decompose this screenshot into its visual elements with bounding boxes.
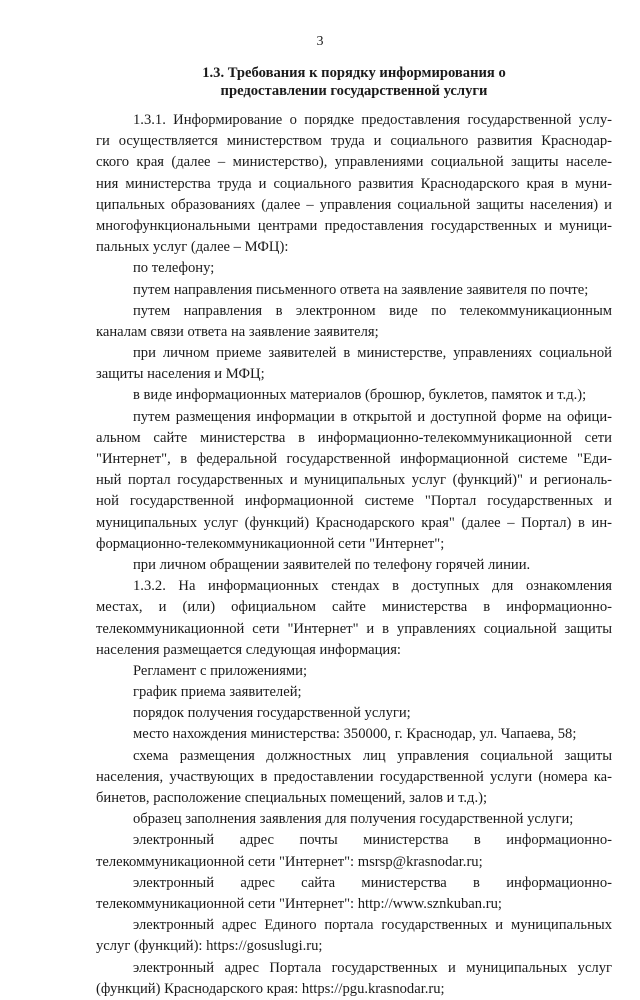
text-line: график приема заявителей; — [133, 684, 302, 701]
text-line: образец заполнения заявления для получения государственной услуги; — [133, 811, 574, 828]
page-number: 3 — [316, 34, 324, 49]
text-line: альном сайте министерства в информационно-телекоммуникационной сети — [96, 429, 612, 446]
text-line: многофункциональными центрами предоставления государственных и муници- — [96, 217, 612, 234]
text-line: путем направления письменного ответа на заявление заявителя по почте; — [133, 281, 589, 298]
text-line: пальных услуг (далее – МФЦ): — [96, 239, 289, 256]
text-line: населения, участвующих в предоставлении государственной услуги (номера ка- — [96, 768, 612, 785]
text-line: формационно-телекоммуникационной сети "Интернет"; — [96, 535, 445, 552]
text-line: защиты населения и МФЦ; — [96, 366, 265, 383]
text-line: ния министерства труда и социального развития Краснодарского края в муни- — [96, 175, 612, 192]
text-line: ный портал государственных и муниципальных услуг (функций)" и региональ- — [96, 472, 612, 489]
text-line: Регламент с приложениями; — [133, 662, 308, 679]
text-line: бинетов, расположение специальных помещений, залов и т.д.); — [96, 790, 488, 806]
text-line: 1.3.2. На информационных стендах в доступных для ознакомления — [133, 578, 612, 595]
text-line: по телефону; — [133, 260, 215, 277]
text-line: (функций) Краснодарского края: https://pgu.krasnodar.ru; — [96, 980, 445, 997]
text-line: "Интернет", в федеральной государственной информационной системе "Еди- — [96, 451, 612, 467]
text-line: электронный адрес сайта министерства в информационно- — [133, 874, 612, 891]
text-line: путем направления в электронном виде по телекоммуникационным — [133, 302, 612, 319]
text-line: услуг (функций): https://gosuslugi.ru; — [96, 938, 323, 955]
text-line: телекоммуникационной сети "Интернет": http://www.sznkuban.ru; — [96, 895, 502, 912]
section-heading — [96, 64, 612, 100]
text-line: телекоммуникационной сети "Интернет": msrsp@krasnodar.ru; — [96, 853, 483, 870]
text-line: населения размещается следующая информация: — [96, 641, 401, 658]
text-line: ной государственной информационной системе "Портал государственных и — [96, 493, 612, 510]
text-line: место нахождения министерства: 350000, г. Краснодар, ул. Чапаева, 58; — [133, 726, 577, 743]
heading-line-1: 1.3. Требования к порядку информирования о — [202, 65, 506, 81]
text-line: каналам связи ответа на заявление заявителя; — [96, 323, 379, 340]
heading-line-2: предоставлении государственной услуги — [220, 83, 488, 99]
text-line: 1.3.1. Информирование о порядке предоставления государственной услу- — [133, 112, 612, 128]
text-line: электронный адрес Портала государственных и муниципальных услуг — [133, 959, 612, 976]
text-line: ги осуществляется министерством труда и социального развития Краснодар- — [96, 133, 612, 150]
text-line: электронный адрес почты министерства в информационно- — [133, 832, 612, 849]
text-line: местах, и (или) официальном сайте министерства в информационно- — [96, 599, 612, 616]
text-line: муниципальных услуг (функций) Краснодарского края" (далее – Портал) в ин- — [96, 514, 612, 531]
text-line: в виде информационных материалов (брошюр, буклетов, памяток и т.д.); — [133, 387, 587, 404]
text-line: электронный адрес Единого портала государственных и муниципальных — [133, 917, 612, 934]
text-line: при личном обращении заявителей по телефону горячей линии. — [133, 556, 531, 573]
text-line: при личном приеме заявителей в министерстве, управлениях социальной — [133, 345, 612, 362]
text-line: телекоммуникационной сети "Интернет" и в управлениях социальной защиты — [96, 620, 612, 637]
document-body — [96, 110, 612, 1000]
text-line: ципальных образованиях (далее – управления социальной защиты населения) и — [96, 196, 612, 213]
text-line: порядок получения государственной услуги; — [133, 705, 411, 722]
text-line: схема размещения должностных лиц управления социальной защиты — [133, 747, 612, 764]
text-line: ского края (далее – министерство), управлениями социальной защиты населе- — [96, 154, 612, 171]
text-line: путем размещения информации в открытой и доступной форме на офици- — [133, 408, 612, 425]
